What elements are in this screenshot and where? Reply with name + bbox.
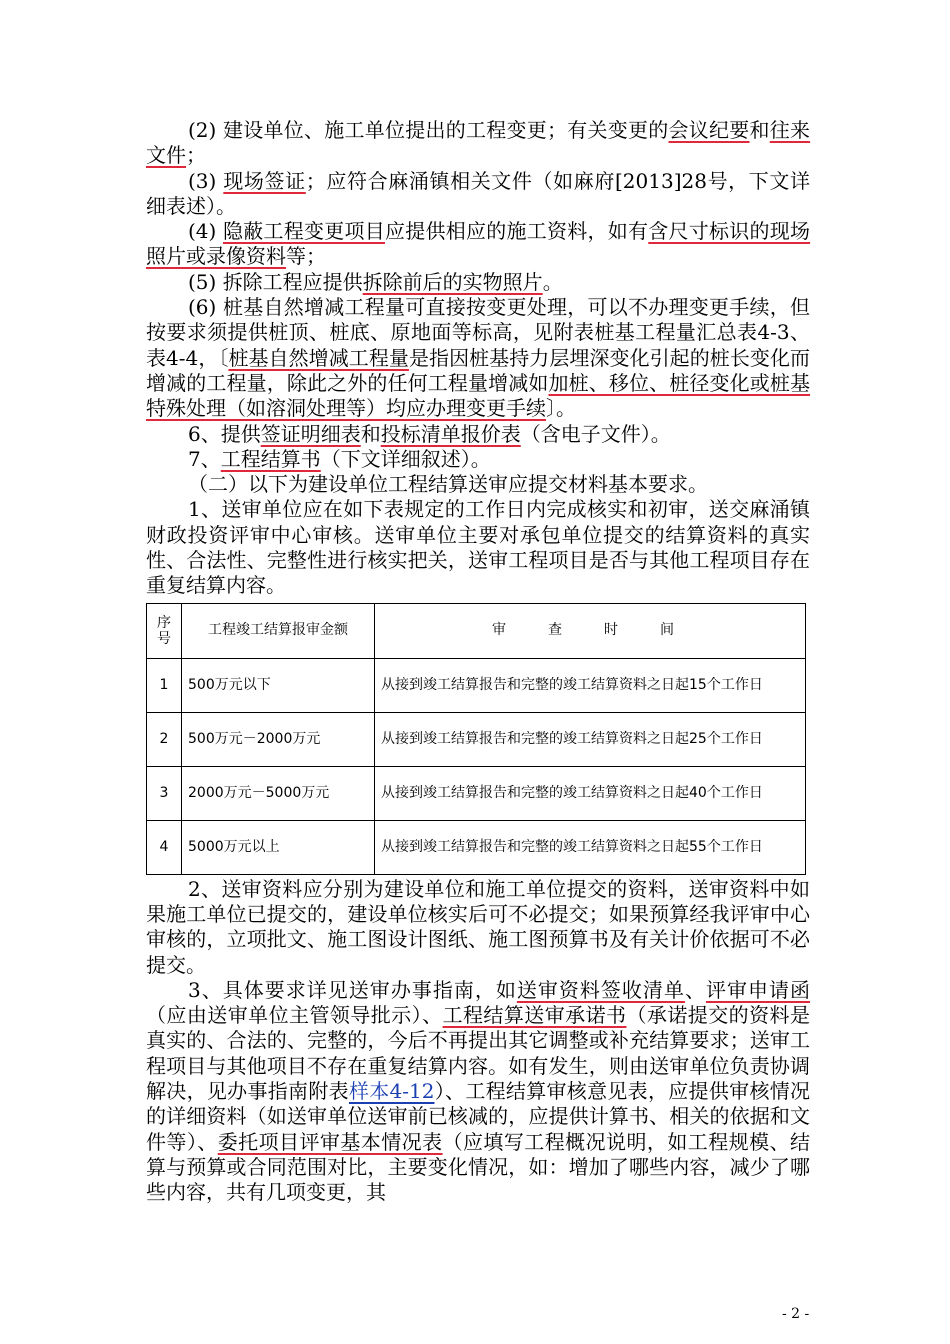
underlined-term: 会议纪要 bbox=[668, 118, 750, 142]
requirement-1: 1、送审单位应在如下表规定的工作日内完成核实和初审，送交麻涌镇财政投资评审中心审核。送审单位主要对承包单位提交的结算资料的真实性、合法性、完整性进行核实把关，送审工程项目是否与其他工程项目存在重复结算内容。 bbox=[146, 497, 810, 598]
page-number: - 2 - bbox=[782, 1306, 810, 1322]
item-7: 7、工程结算书（下文详细叙述）。 bbox=[188, 446, 491, 471]
cell-no: 1 bbox=[147, 658, 182, 712]
section-heading: （二）以下为建设单位工程结算送审应提交材料基本要求。 bbox=[188, 472, 708, 497]
underlined-term: 桩基自然增减工程量 bbox=[228, 345, 409, 370]
cell-no: 2 bbox=[147, 712, 182, 766]
cell-amount: 500万元以下 bbox=[182, 658, 375, 712]
table-row bbox=[147, 766, 806, 820]
cell-no: 4 bbox=[147, 820, 182, 874]
underlined-term: 现场签证 bbox=[223, 168, 306, 193]
table-row bbox=[147, 658, 806, 712]
item-6: 6、提供签证明细表和投标清单报价表（含电子文件）。 bbox=[188, 421, 671, 446]
header-time: 审 查 时 间 bbox=[375, 603, 806, 658]
requirement-2: 2、送审资料应分别为建设单位和施工单位提交的资料，送审资料中如果施工单位已提交的，建设单位核实后可不必提交；如果预算经我评审中心审核的，立项批文、施工图设计图纸、施工图预算书及有关计价依据可不必提交。 bbox=[146, 876, 810, 977]
paragraph-3: (3) 现场签证；应符合麻涌镇相关文件（如麻府[2013]28号，下文详细表述）。 bbox=[146, 168, 811, 218]
underlined-term: 加桩、移位、桩径变化或桩基特殊处理（如溶洞处理等）均应办理变更手续 bbox=[146, 370, 810, 421]
cell-amount: 500万元－2000万元 bbox=[182, 712, 375, 766]
cell-no: 3 bbox=[147, 766, 182, 820]
paragraph-4: (4) 隐蔽工程变更项目应提供相应的施工资料，如有含尺寸标识的现场照片或录像资料等； bbox=[146, 219, 811, 269]
cell-time: 从接到竣工结算报告和完整的竣工结算资料之日起15个工作日 bbox=[375, 658, 806, 712]
underlined-term: 隐蔽工程变更项目 bbox=[222, 219, 385, 244]
underlined-term: 评审申请函 bbox=[705, 977, 811, 1002]
underlined-term: 委托项目评审基本情况表 bbox=[217, 1129, 443, 1154]
requirement-3: 3、具体要求详见送审办事指南，如送审资料签收清单、评审申请函（应由送审单位主管领导批示）、工程结算送审承诺书（承诺提交的资料是真实的、合法的、完整的，今后不再提出其它调整或补充结算要求；送审工程项目与其他项目不存在重复结算内容。如有发生，则由送审单位负责协调解决，见办事指南附表样本4-12）、工程结算审核意见表，应提供审核情况的详细资料（如送审单位送审前已核减的，应提供计算书、相关的依据和文件等）、委托项目评审基本情况表（应填写工程概况说明，如工程规模、结算与预算或合同范围对比，主要变化情况，如：增加了哪些内容，减少了哪些内容，共有几项变更，其 bbox=[146, 977, 811, 1205]
audit-time-table bbox=[146, 603, 806, 875]
cell-time: 从接到竣工结算报告和完整的竣工结算资料之日起25个工作日 bbox=[375, 712, 806, 766]
cell-amount: 5000万元以上 bbox=[182, 820, 375, 874]
underlined-term: 签证明细表 bbox=[260, 421, 361, 446]
document-page bbox=[146, 118, 810, 1206]
underlined-term: 往来文件 bbox=[146, 118, 811, 168]
underlined-term: 工程结算送审承诺书 bbox=[442, 1003, 627, 1028]
paragraph-6: (6) 桩基自然增减工程量可直接按变更处理，可以不办理变更手续，但按要求须提供桩顶、桩底、原地面等标高，见附表桩基工程量汇总表4-3、表4-4，〔桩基自然增减工程量是指因桩基持力层埋深变化引起的桩长变化而增减的工程量，除此之外的任何工程量增减如加桩、移位、桩径变化或桩基特殊处理（如溶洞处理等）均应办理变更手续〕。 bbox=[146, 295, 811, 421]
underlined-term: 送审资料签收清单 bbox=[516, 977, 685, 1002]
underlined-term: 工程结算书 bbox=[220, 446, 321, 471]
paragraph-2: (2) 建设单位、施工单位提出的工程变更；有关变更的会议纪要和往来文件； bbox=[146, 118, 811, 168]
table-header-row bbox=[147, 603, 806, 658]
header-amount: 工程竣工结算报审金额 bbox=[182, 603, 375, 658]
underlined-term: 投标清单报价表 bbox=[380, 421, 521, 446]
cell-time: 从接到竣工结算报告和完整的竣工结算资料之日起40个工作日 bbox=[375, 766, 806, 820]
underlined-term: 含尺寸标识的现场照片或录像资料 bbox=[146, 219, 811, 269]
cell-time: 从接到竣工结算报告和完整的竣工结算资料之日起55个工作日 bbox=[375, 820, 806, 874]
table-row bbox=[147, 712, 806, 766]
underlined-term: 拆除前后的实物照片 bbox=[362, 269, 543, 294]
cell-amount: 2000万元－5000万元 bbox=[182, 766, 375, 820]
table-row bbox=[147, 820, 806, 874]
sample-link[interactable]: 样本4-12 bbox=[348, 1079, 435, 1104]
header-no: 序号 bbox=[147, 603, 182, 658]
paragraph-5: (5) 拆除工程应提供拆除前后的实物照片。 bbox=[188, 269, 563, 294]
